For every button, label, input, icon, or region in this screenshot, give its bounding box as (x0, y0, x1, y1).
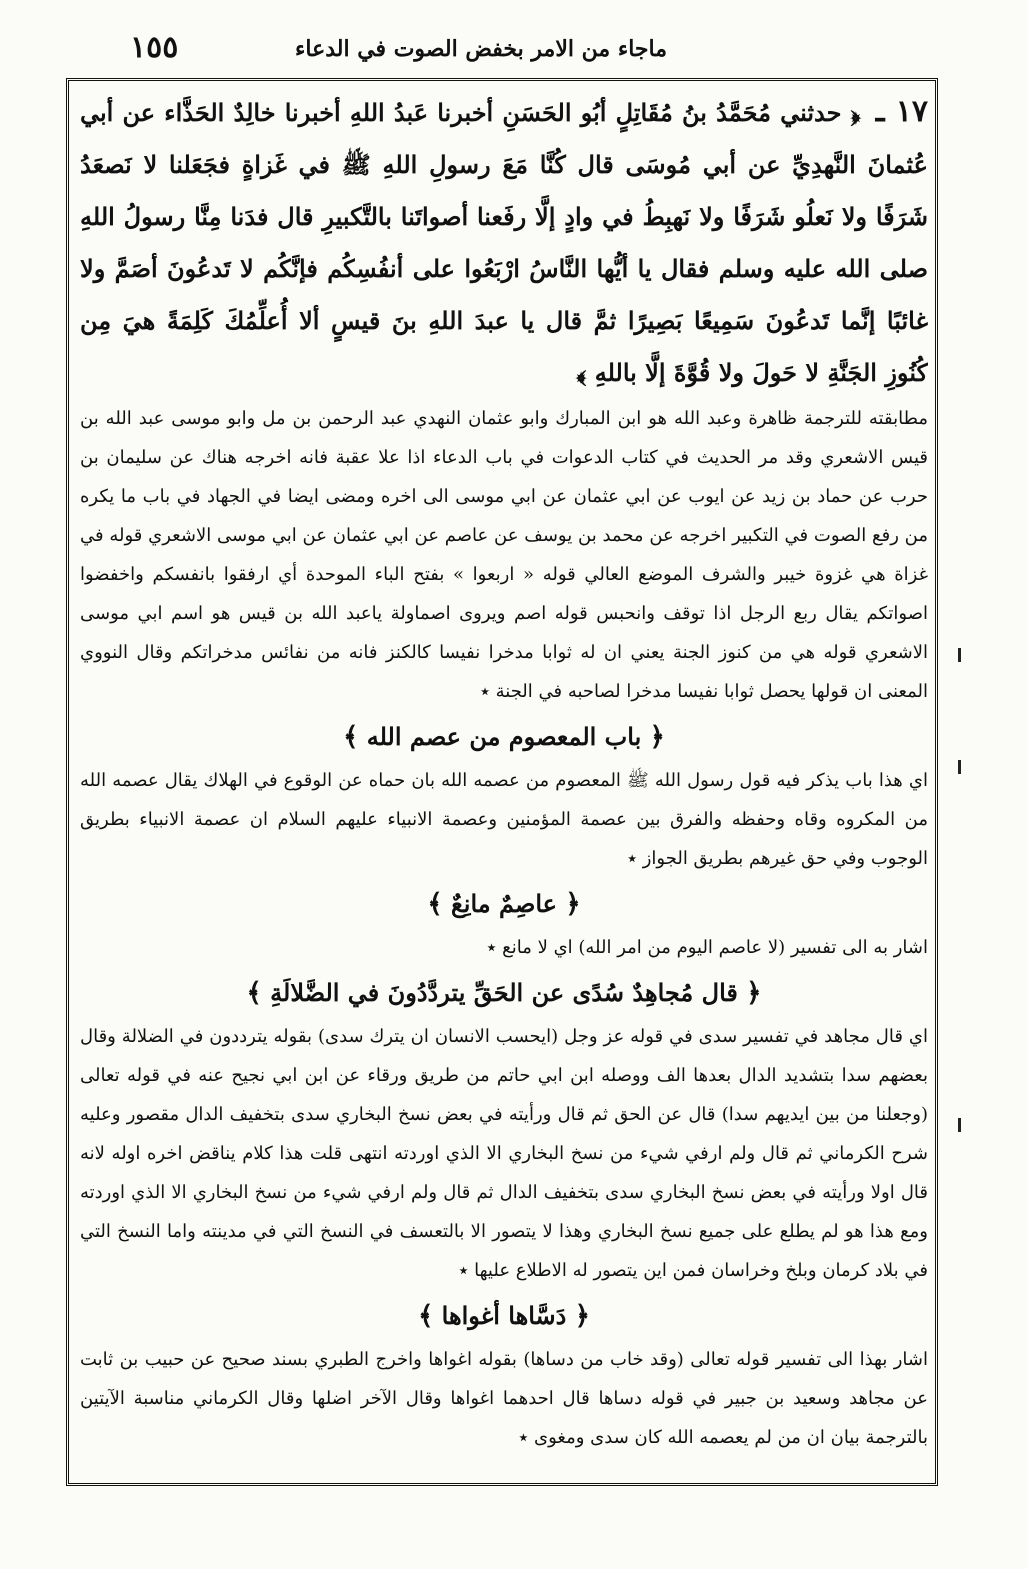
sub-heading (80, 1294, 928, 1338)
running-header (60, 30, 967, 70)
ornament-open: ﴿ (746, 978, 762, 1008)
page-content (80, 86, 928, 1476)
sub-heading-text: عاصِمٌ مانِعٌ (451, 889, 557, 918)
ornament-open: ﴿ (574, 1301, 590, 1331)
chapter-heading (80, 715, 928, 759)
commentary-paragraph: اي هذا باب يذكر فيه قول رسول الله ﷺ المعصوم من عصمه الله بان حماه عن الوقوع في الهلاك يقال عصمه الله من المكروه وقاه وحفظه والفرق بين عصمة المؤمنين وعصمة الانبياء عليهم السلام ان عصمة الانبياء بطريق الوجوب وفي حق غيرهم بطريق الجواز ٭ (80, 770, 928, 869)
hadith-number: ١٧ ـ (875, 94, 928, 129)
ornament-open: ﴿ (565, 889, 581, 919)
sub-heading (80, 971, 928, 1015)
commentary-paragraph: مطابقته للترجمة ظاهرة وعبد الله هو ابن المبارك وابو عثمان النهدي عبد الرحمن بن مل وابو موسى عبد الله بن قيس الاشعري وقد مر الحديث في كتاب الدعوات في باب الدعاء اذا علا عقبة فانه اخرجه هناك عن سليمان بن حرب عن حماد بن زيد عن ايوب عن ابي عثمان عن ابي موسى الى اخره ومضى ايضا في الجهاد في باب ما يكره من رفع الصوت في التكبير اخرجه عن محمد بن يوسف عن عاصم عن ابي عثمان عن ابي موسى الاشعري قوله في غزاة هي غزوة خيبر والشرف الموضع العالي قوله « اربعوا » بفتح الباء الموحدة أي ارفقوا بانفسكم واخفضوا اصواتكم يقال ربع الرجل اذا توقف وانحبس قوله اصم ويروى اصماولة ياعبد الله بن قيس هو اسم ابي موسى الاشعري قوله هي من كنوز الجنة يعني ان له ثوابا مدخرا نفيسا كالكنز فانه من نفائس مدخراتكم وقال النووي المعنى ان قولها يحصل ثوابا نفيسا مدخرا لصاحبه في الجنة ٭ (80, 408, 928, 702)
hadith-text-block (80, 86, 928, 399)
commentary-paragraph: اشار به الى تفسير (لا عاصم اليوم من امر الله) اي لا مانع ٭ (486, 937, 928, 958)
commentary-paragraph: اشار بهذا الى تفسير قوله تعالى (وقد خاب من دساها) بقوله اغواها واخرج الطبري بسند صحيح عن حبيب بن ثابت عن مجاهد وسعيد بن جبير في قوله دساها قال احدهما اغواها وقال الآخر اضلها وقال الكرماني مناسبة الآيتين بالترجمة بيان ان من لم يعصمه الله كان سدى ومغوى ٭ (80, 1349, 928, 1448)
hadith-text: ﴿ حدثني مُحَمَّدُ بنُ مُقَاتِلٍ أبُو الحَسَنِ أخبرنا عَبدُ اللهِ أخبرنا خالِدٌ الحَذَّاء عن أبي عُثمانَ النَّهدِيِّ عن أبي مُوسَى قال كُنَّا مَعَ رسولِ اللهِ ﷺ في غَزاةٍ فجَعَلنا لا نَصعَدُ شَرَفًا ولا نَعلُو شَرَفًا ولا نَهبِطُ في وادٍ إلَّا رفَعنا أصواتَنا بالتَّكبيرِ قال فدَنا مِنَّا رسولُ اللهِ صلى الله عليه وسلم فقال يا أيُّها النَّاسُ ارْبَعُوا على أنفُسِكُم فإنَّكُم لا تَدعُونَ أصَمَّ ولا غائبًا إنَّما تَدعُونَ سَمِيعًا بَصِيرًا ثمَّ قال يا عبدَ اللهِ بنَ قيسٍ ألا أُعلِّمُكَ كَلِمَةً هيَ مِن كُنُوزِ الجَنَّةِ لا حَولَ ولا قُوَّةَ إلَّا باللهِ ﴾ (80, 98, 928, 387)
chapter-heading-text: باب المعصوم من عصم الله (366, 722, 642, 751)
margin-mark (958, 648, 961, 662)
sub-heading (80, 882, 928, 926)
ornament-close: ﴾ (427, 889, 443, 919)
ornament-close: ﴾ (418, 1301, 434, 1331)
margin-mark (958, 760, 961, 774)
sub-heading-text: قال مُجاهِدٌ سُدًى عن الحَقِّ يتردَّدُونَ في الضَّلالَةِ (270, 978, 738, 1007)
sub-heading-text: دَسَّاها أغواها (441, 1301, 567, 1330)
ornament-close: ﴾ (343, 722, 359, 752)
margin-mark (958, 1118, 961, 1132)
running-title: ماجاء من الامر بخفض الصوت في الدعاء (295, 36, 667, 62)
page-number: ١٥٥ (130, 30, 179, 65)
ornament-open: ﴿ (649, 722, 665, 752)
ornament-close: ﴾ (246, 978, 262, 1008)
commentary-paragraph: اي قال مجاهد في تفسير سدى في قوله عز وجل (ايحسب الانسان ان يترك سدى) بقوله يترددون في الضلالة وقال بعضهم سدا بتشديد الدال بعدها الف ووصله ابن ابي حاتم من طريق ورقاء عن ابن ابي نجيح عنه في قوله تعالى (وجعلنا من بين ايديهم سدا) قال عن الحق ثم قال ورأيته في بعض نسخ البخاري سدى بتخفيف الدال مقصور وعليه شرح الكرماني ثم قال ولم ارفي شيء من نسخ البخاري الا الذي اوردته انتهى قلت هذا كلام يناقض اخره اوله لانه قال اولا ورأيته في بعض نسخ البخاري سدى بتخفيف الدال ثم قال ولم ارفي شيء من نسخ البخاري الا الذي اوردته ومع هذا هو لم يطلع على جميع نسخ البخاري وهذا لا يتصور الا بالتعسف في النسخ التي في مدينته واما النسخ التي في بلاد كرمان وبلخ وخراسان فمن اين يتصور له الاطلاع عليها ٭ (80, 1026, 928, 1281)
